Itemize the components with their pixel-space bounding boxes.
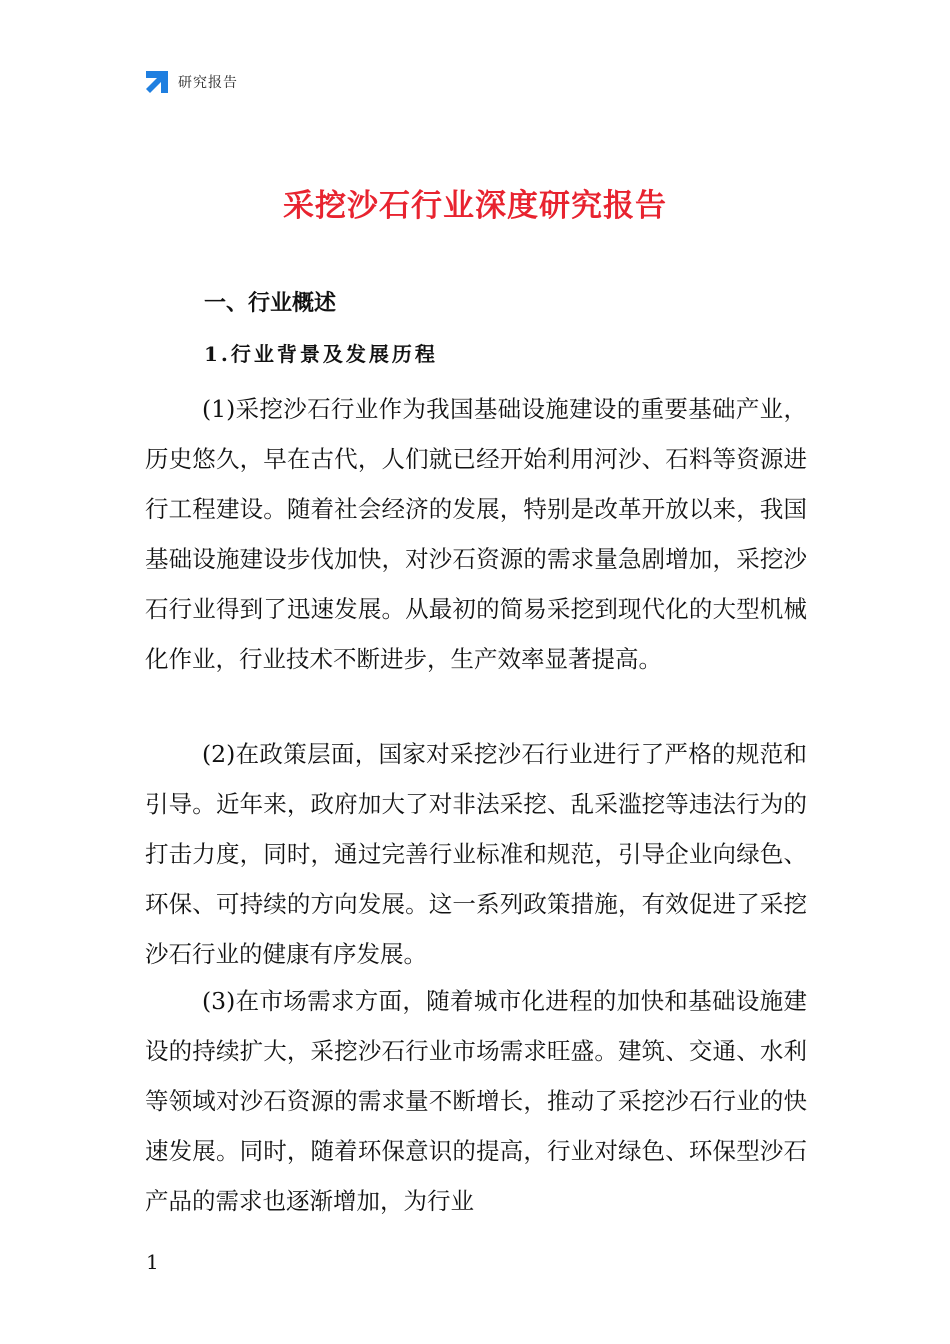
subsection-heading: 1.行业背景及发展历程 — [204, 342, 438, 366]
page-header — [144, 68, 238, 96]
paragraph-3: (3)在市场需求方面，随着城市化进程的加快和基础设施建设的持续扩大，采挖沙石行业市场需求旺盛。建筑、交通、水利等领域对沙石资源的需求量不断增长，推动了采挖沙石行业的快速发展。同时，随着环保意识的提高，行业对绿色、环保型沙石产品的需求也逐渐增加，为行业 — [145, 987, 807, 1215]
paragraph-2: (2)在政策层面，国家对采挖沙石行业进行了严格的规范和引导。近年来，政府加大了对非法采挖、乱采滥挖等违法行为的打击力度，同时，通过完善行业标准和规范，引导企业向绿色、环保、可持续的方向发展。这一系列政策措施，有效促进了采挖沙石行业的健康有序发展。 — [145, 740, 807, 968]
header-label: 研究报告 — [178, 75, 238, 91]
page-number: 1 — [146, 1250, 159, 1274]
paragraph-1: (1)采挖沙石行业作为我国基础设施建设的重要基础产业，历史悠久，早在古代，人们就已经开始利用河沙、石料等资源进行工程建设。随着社会经济的发展，特别是改革开放以来，我国基础设施建设步伐加快，对沙石资源的需求量急剧增加，采挖沙石行业得到了迅速发展。从最初的简易采挖到现代化的大型机械化作业，行业技术不断进步，生产效率显著提高。 — [145, 395, 807, 673]
arrow-up-right-icon — [144, 69, 170, 95]
section-heading: 一、行业概述 — [204, 291, 337, 316]
document-title: 采挖沙石行业深度研究报告 — [283, 188, 667, 224]
